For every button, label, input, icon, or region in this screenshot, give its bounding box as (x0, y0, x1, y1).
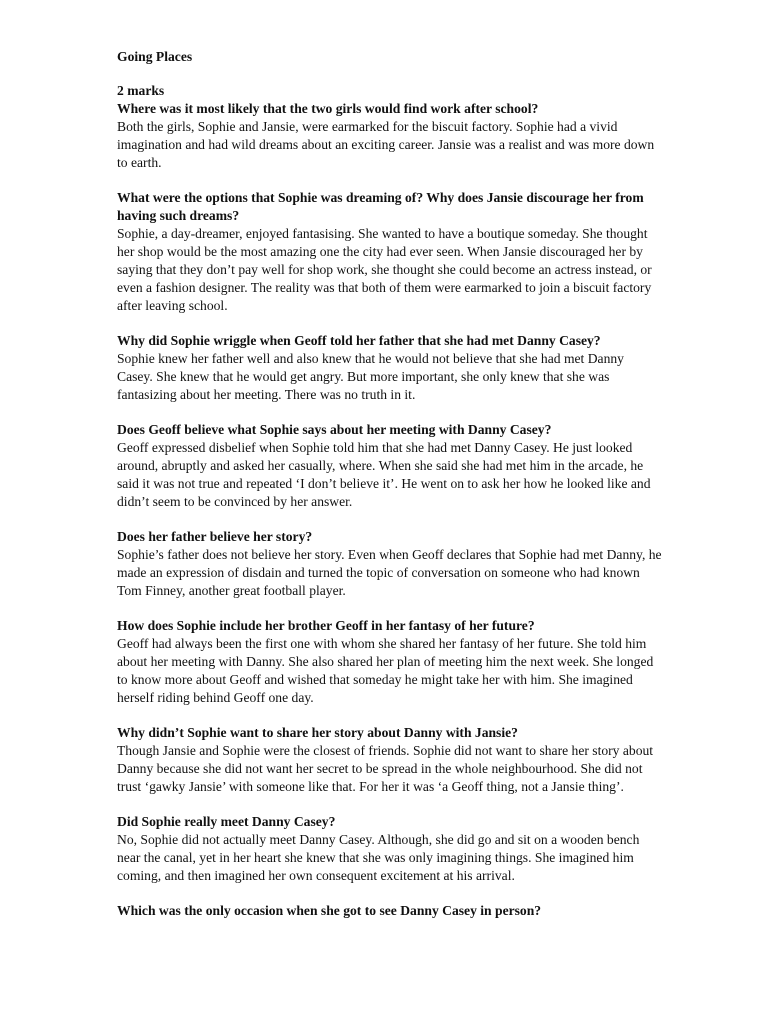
qa-item-3 (117, 332, 662, 404)
question-2: What were the options that Sophie was dreaming of? Why does Jansie discourage her from having such dreams? (117, 190, 644, 223)
question-5: Does her father believe her story? (117, 529, 313, 544)
question-3: Why did Sophie wriggle when Geoff told her father that she had met Danny Casey? (117, 333, 601, 348)
question-7: Why didn’t Sophie want to share her story about Danny with Jansie? (117, 725, 518, 740)
document-body (117, 48, 662, 937)
question-1: Where was it most likely that the two girls would find work after school? (117, 101, 539, 116)
answer-7: Though Jansie and Sophie were the closest of friends. Sophie did not want to share her story about Danny because she did not want her secret to be spread in the whole neighbourhood. She did not trust ‘gawky Jansie’ with someone like that. For her it was ‘a Geoff thing, not a Jansie thing’. (117, 743, 654, 794)
question-6: How does Sophie include her brother Geoff in her fantasy of her future? (117, 618, 535, 633)
question-8: Did Sophie really meet Danny Casey? (117, 814, 336, 829)
question-9: Which was the only occasion when she got to see Danny Casey in person? (117, 903, 542, 918)
qa-item-8 (117, 813, 662, 885)
answer-1: Both the girls, Sophie and Jansie, were earmarked for the biscuit factory. Sophie had a vivid imagination and had wild dreams about an exciting career. Jansie was a realist and was more down to earth. (117, 119, 655, 170)
qa-item-6 (117, 617, 662, 707)
answer-8: No, Sophie did not actually meet Danny Casey. Although, she did go and sit on a wooden bench near the canal, yet in her heart she knew that she was only imagining things. She imagined him coming, and then imagined her own consequent excitement at his arrival. (117, 832, 640, 883)
answer-3: Sophie knew her father well and also knew that he would not believe that she had met Danny Casey. She knew that he would get angry. But more important, she only knew that she was fantasizing about her meeting. There was no truth in it. (117, 351, 624, 402)
question-4: Does Geoff believe what Sophie says about her meeting with Danny Casey? (117, 422, 552, 437)
qa-item-2 (117, 189, 662, 315)
answer-5: Sophie’s father does not believe her story. Even when Geoff declares that Sophie had met Danny, he made an expression of disdain and turned the topic of conversation on someone who had known Tom Finney, another great football player. (117, 547, 662, 598)
document-title: Going Places (117, 49, 193, 64)
answer-2: Sophie, a day-dreamer, enjoyed fantasising. She wanted to have a boutique someday. She thought her shop would be the most amazing one the city had ever seen. When Jansie discouraged her by saying that they don’t pay well for shop work, she thought she could become an actress instead, or even a fashion designer. The reality was that both of them were earmarked to join a biscuit factory after leaving school. (117, 226, 652, 313)
marks-label: 2 marks (117, 83, 165, 98)
qa-item-9 (117, 902, 662, 920)
qa-item-5 (117, 528, 662, 600)
qa-item-7 (117, 724, 662, 796)
qa-item-1 (117, 100, 662, 172)
answer-4: Geoff expressed disbelief when Sophie told him that she had met Danny Casey. He just looked around, abruptly and asked her casually, where. When she said she had met him in the arcade, he said it was not true and repeated ‘I don’t believe it’. He went on to ask her how he looked like and didn’t seem to be convinced by her answer. (117, 440, 651, 509)
answer-6: Geoff had always been the first one with whom she shared her fantasy of her future. She told him about her meeting with Danny. She also shared her plan of meeting him the next week. She longed to know more about Geoff and wished that someday he might take her with him. She imagined herself riding behind Geoff one day. (117, 636, 654, 705)
qa-item-4 (117, 421, 662, 511)
